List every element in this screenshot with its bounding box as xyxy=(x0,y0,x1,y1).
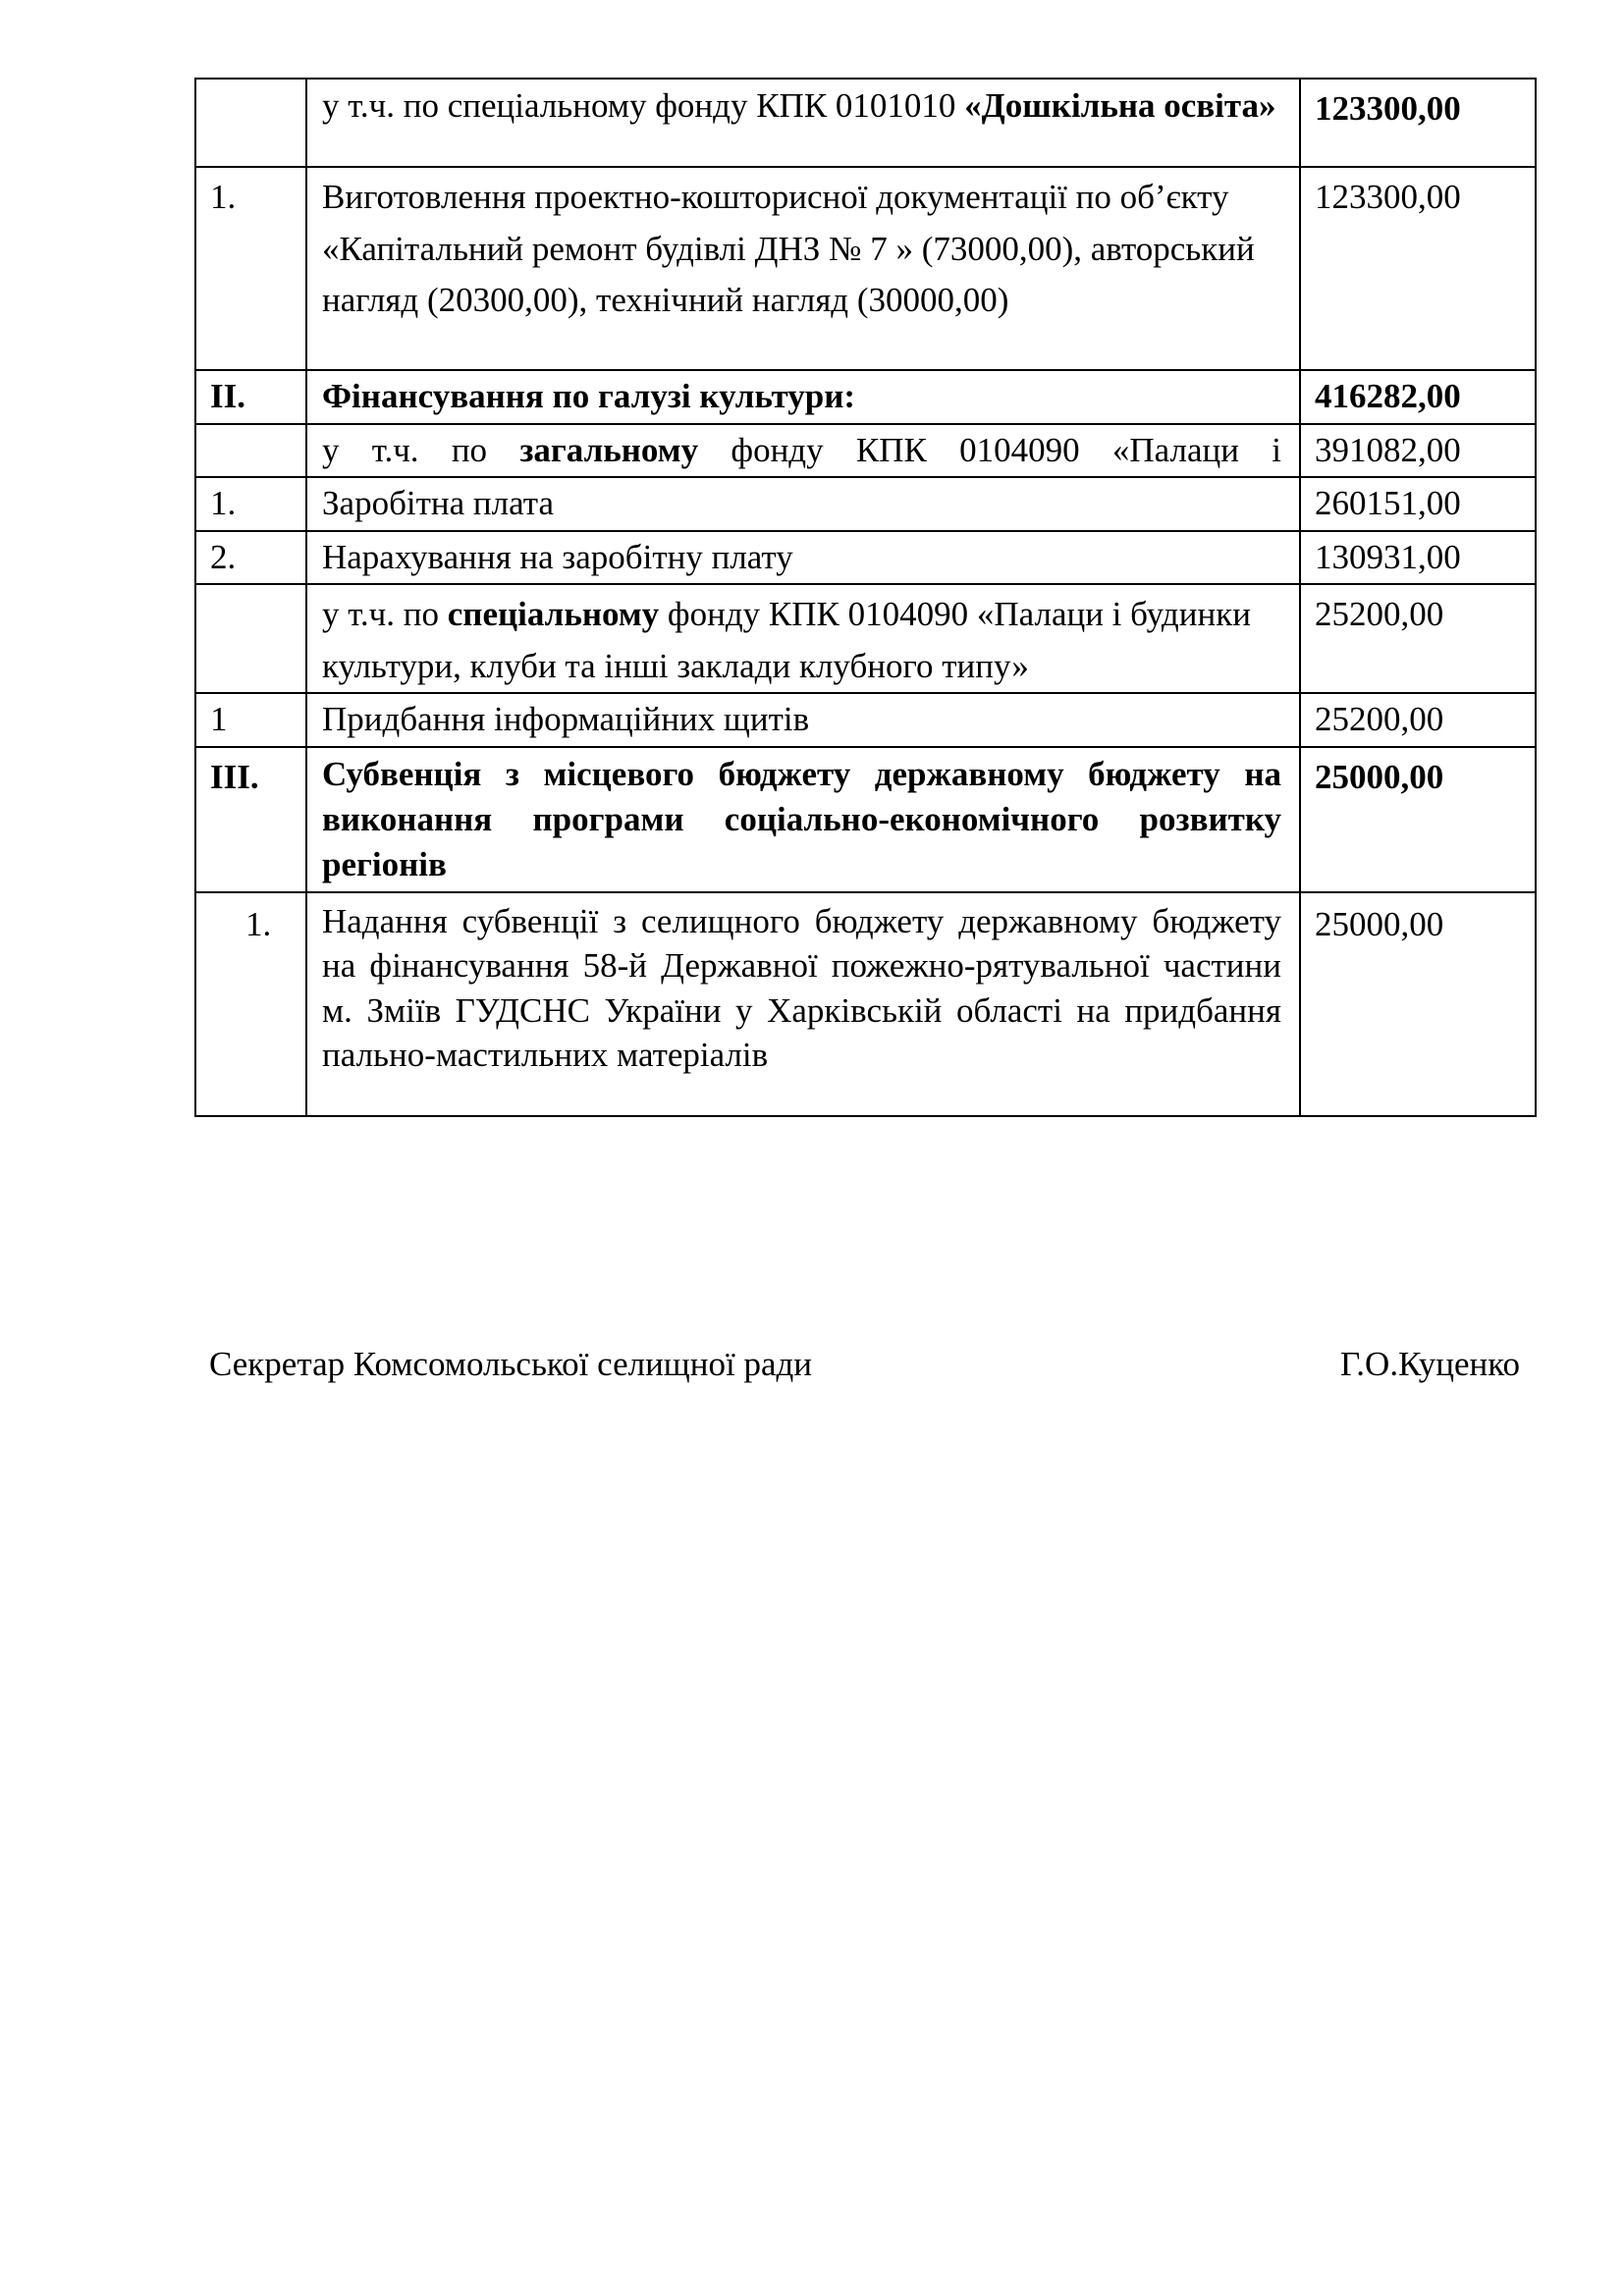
row-description: Виготовлення проектно-кошторисної документації по об’єкту «Капітальний ремонт будівлі ДНЗ № 7 » (73000,00), авторський нагляд (20300,00), технічний нагляд (30000,00) xyxy=(306,167,1300,370)
row-description xyxy=(306,79,1300,167)
row-description: Нарахування на заробітну плату xyxy=(306,531,1300,585)
row-number xyxy=(195,424,306,478)
row-description: Надання субвенції з селищного бюджету державному бюджету на фінансування 58-й Державної пожежно-рятувальної частини м. Зміїв ГУДСНС України у Харківській області на придбання пально-мастильних матеріалів xyxy=(306,892,1300,1116)
row-description-bold: «Дошкільна освіта» xyxy=(964,86,1276,125)
row-amount: 391082,00 xyxy=(1300,424,1536,478)
signatory-name: Г.О.Куценко xyxy=(1340,1345,1520,1383)
table-row xyxy=(195,747,1536,892)
row-number: 2. xyxy=(195,531,306,585)
row-amount: 25000,00 xyxy=(1300,747,1536,892)
table-row xyxy=(195,424,1536,478)
table-row xyxy=(195,584,1536,693)
row-number: 1 xyxy=(195,693,306,747)
row-description-suffix: фонду КПК 0104090 «Палаци і xyxy=(698,430,1281,469)
budget-table xyxy=(194,78,1537,1117)
row-description-prefix: у т.ч. по спеціальному фонду КПК 0101010 xyxy=(322,86,965,125)
row-number: III. xyxy=(195,747,306,892)
row-amount: 260151,00 xyxy=(1300,477,1536,531)
row-description-bold: спеціальному xyxy=(447,595,660,633)
table-row xyxy=(195,693,1536,747)
row-number: 1. xyxy=(195,477,306,531)
table-row xyxy=(195,167,1536,370)
row-description-line xyxy=(322,425,1281,477)
row-description-suffix: фонду КПК 0104090 «Палаци і будинки культури, клуби та інші заклади клубного типу» xyxy=(322,595,1251,685)
row-description-bold: загальному xyxy=(519,430,699,469)
row-description xyxy=(306,424,1300,478)
row-description: Придбання інформаційних щитів xyxy=(306,693,1300,747)
row-description xyxy=(306,584,1300,693)
table-row xyxy=(195,892,1536,1116)
row-description: Фінансування по галузі культури: xyxy=(306,370,1300,424)
row-amount: 25200,00 xyxy=(1300,693,1536,747)
row-description: Заробітна плата xyxy=(306,477,1300,531)
row-amount: 416282,00 xyxy=(1300,370,1536,424)
row-description: Субвенція з місцевого бюджету державному бюджету на виконання програми соціально-економічного розвитку регіонів xyxy=(306,747,1300,892)
row-amount: 25200,00 xyxy=(1300,584,1536,693)
table-row xyxy=(195,477,1536,531)
table-row xyxy=(195,79,1536,167)
table-row xyxy=(195,531,1536,585)
row-amount: 130931,00 xyxy=(1300,531,1536,585)
row-description-prefix: у т.ч. по xyxy=(322,430,520,469)
row-amount: 123300,00 xyxy=(1300,79,1536,167)
row-number xyxy=(195,584,306,693)
table-row xyxy=(195,370,1536,424)
signatory-position: Секретар Комсомольської селищної ради xyxy=(209,1345,813,1383)
row-number: 1. xyxy=(195,892,306,1116)
signature-block xyxy=(209,1340,1520,1388)
row-amount: 123300,00 xyxy=(1300,167,1536,370)
row-description-prefix: у т.ч. по xyxy=(322,595,448,633)
row-number xyxy=(195,79,306,167)
row-number: II. xyxy=(195,370,306,424)
row-number: 1. xyxy=(195,167,306,370)
row-amount: 25000,00 xyxy=(1300,892,1536,1116)
